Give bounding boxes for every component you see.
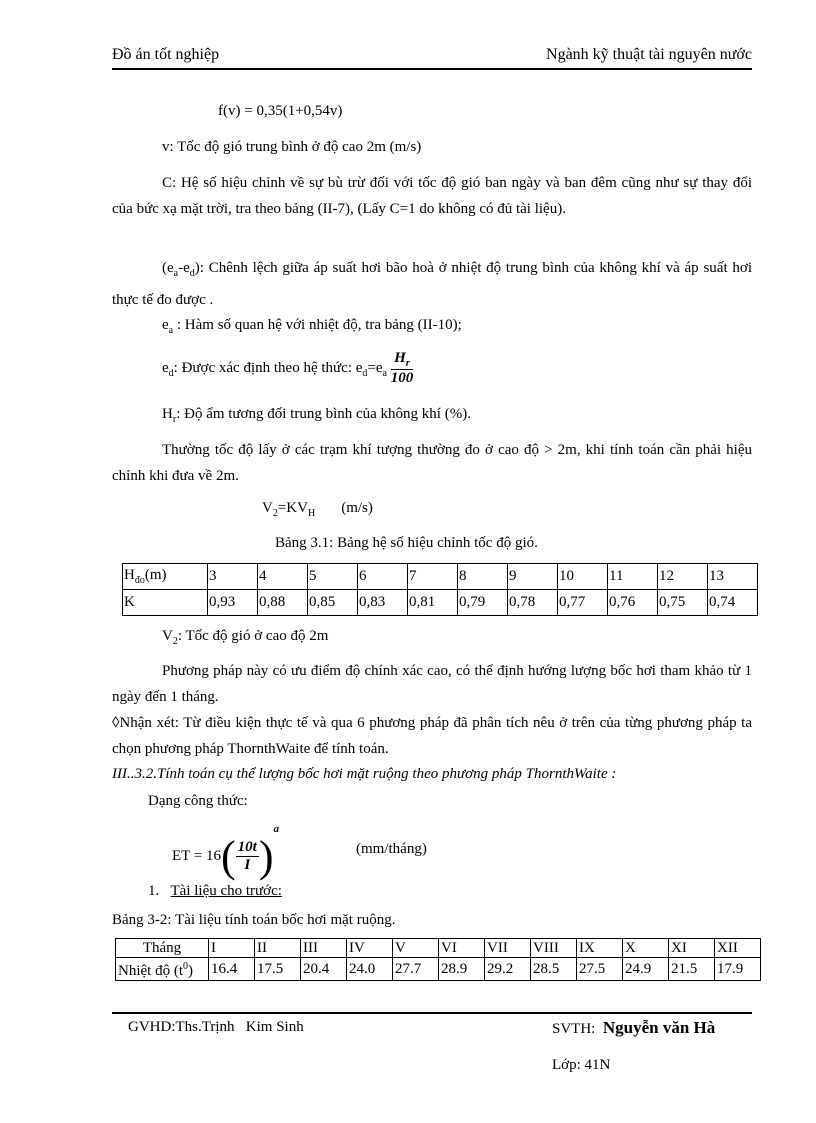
table-cell: 9 bbox=[508, 564, 558, 590]
temperature-table bbox=[115, 938, 761, 981]
table-cell: Nhiệt độ $(t^0)$ bbox=[116, 958, 209, 981]
humidity-fraction: $\frac{H_r}{100}$ bbox=[390, 350, 414, 386]
table-cell: 16.4 bbox=[209, 958, 255, 981]
table-cell: 0,85 bbox=[308, 590, 358, 616]
table-cell: 0,93 bbox=[208, 590, 258, 616]
table32-caption: Bảng 3-2: Tài liệu tính toán bốc hơi mặt ruộng. bbox=[112, 912, 396, 928]
ed-definition: $e_d$: Được xác định theo hệ thức: $e_d=e_a$ $\frac{H_r}{100}$ bbox=[162, 350, 414, 386]
table31-caption: Bảng 3.1: Bảng hệ số hiệu chỉnh tốc độ gió. bbox=[275, 535, 538, 551]
formula-intro: Dạng công thức: bbox=[148, 793, 248, 809]
table-cell: 4 bbox=[258, 564, 308, 590]
table-cell: III bbox=[301, 939, 347, 958]
ea-ed-definition: $(e_a-e_d)$: Chênh lệch giữa áp suất hơi bão hoà ở nhiệt độ trung bình của không khí và áp suất hơi thực tế đo được . bbox=[112, 260, 752, 308]
table-cell: II bbox=[255, 939, 301, 958]
table-row bbox=[116, 958, 761, 981]
table-cell: 0,81 bbox=[408, 590, 458, 616]
header-left: Đồ án tốt nghiệp bbox=[112, 46, 220, 63]
table-cell: XII bbox=[715, 939, 761, 958]
table-row bbox=[123, 564, 758, 590]
table-cell: 13 bbox=[708, 564, 758, 590]
table-row bbox=[123, 590, 758, 616]
table-cell: X bbox=[623, 939, 669, 958]
c-definition: C: Hệ số hiệu chỉnh về sự bù trừ đối với tốc độ gió ban ngày và ban đêm cũng như sự thay đổi của bức xạ mặt trời, tra theo bảng (II-7), (Lấy C=1 do không có đủ tài liệu). bbox=[112, 175, 752, 217]
v2-formula: $V_2=KV_H$ (m/s) bbox=[262, 500, 373, 519]
table-cell: VIII bbox=[531, 939, 577, 958]
table-cell: IV bbox=[347, 939, 393, 958]
header-rule bbox=[112, 68, 752, 70]
table-cell: 10 bbox=[558, 564, 608, 590]
footer-svth: SVTH: Nguyễn văn Hà bbox=[552, 1018, 716, 1037]
list-item: 1. Tài liệu cho trước: bbox=[148, 883, 282, 899]
table-cell: 27.7 bbox=[393, 958, 439, 981]
table-cell: 29.2 bbox=[485, 958, 531, 981]
remark: ◊Nhận xét: Từ điều kiện thực tế và qua 6 phương pháp đã phân tích nêu ở trên của từng phương pháp ta chọn phương pháp ThornthWaite để tính toán. bbox=[112, 715, 752, 757]
v-definition: v: Tốc độ gió trung bình ở độ cao 2m (m/s) bbox=[162, 139, 422, 155]
table-cell: 17.9 bbox=[715, 958, 761, 981]
table-cell: 5 bbox=[308, 564, 358, 590]
table-cell: 24.9 bbox=[623, 958, 669, 981]
hr-definition: $H_r$: Độ ẩm tương đối trung bình của không khí (%). bbox=[162, 406, 471, 425]
table-cell: 7 bbox=[408, 564, 458, 590]
formula-fv: f(v) = 0,35(1+0,54v) bbox=[218, 103, 343, 119]
table-cell: 24.0 bbox=[347, 958, 393, 981]
table-cell: 3 bbox=[208, 564, 258, 590]
table-cell: 20.4 bbox=[301, 958, 347, 981]
method-advantage: Phương pháp này có ưu điểm độ chính xác cao, có thể định hướng lượng bốc hơi tham khảo từ 1 ngày đến 1 tháng. bbox=[112, 663, 752, 705]
footer-class: Lớp: 41N bbox=[552, 1057, 611, 1073]
header-right: Ngành kỹ thuật tài nguyên nước bbox=[546, 46, 752, 63]
table-cell: 0,77 bbox=[558, 590, 608, 616]
table-cell: 0,76 bbox=[608, 590, 658, 616]
table-cell: 8 bbox=[458, 564, 508, 590]
table-cell: I bbox=[209, 939, 255, 958]
footer-gvhd: GVHD:Ths.Trịnh Kim Sinh bbox=[128, 1019, 304, 1035]
table-cell: XI bbox=[669, 939, 715, 958]
table-cell: VII bbox=[485, 939, 531, 958]
table-cell: 11 bbox=[608, 564, 658, 590]
measurement-note: Thường tốc độ lấy ở các trạm khí tượng thường đo ở cao độ > 2m, khi tính toán cần phải hiệu chỉnh khi đưa về 2m. bbox=[112, 442, 752, 484]
table-row bbox=[116, 939, 761, 958]
section-title: III..3.2.Tính toán cụ thể lượng bốc hơi mặt ruộng theo phương pháp ThornthWaite : bbox=[112, 766, 617, 782]
table-cell: 0,83 bbox=[358, 590, 408, 616]
table-cell: V bbox=[393, 939, 439, 958]
table-cell: Tháng bbox=[116, 939, 209, 958]
table-cell: 28.5 bbox=[531, 958, 577, 981]
footer-rule bbox=[112, 1012, 752, 1014]
table-cell: 0,88 bbox=[258, 590, 308, 616]
table-cell: 27.5 bbox=[577, 958, 623, 981]
table-cell: 0,75 bbox=[658, 590, 708, 616]
table-cell: 28.9 bbox=[439, 958, 485, 981]
table-cell: 21.5 bbox=[669, 958, 715, 981]
table-cell: 17.5 bbox=[255, 958, 301, 981]
table-cell: 0,78 bbox=[508, 590, 558, 616]
table-cell: IX bbox=[577, 939, 623, 958]
table-cell: 0,79 bbox=[458, 590, 508, 616]
table-cell: 0,74 bbox=[708, 590, 758, 616]
table-cell: VI bbox=[439, 939, 485, 958]
ea-definition: $e_a$ : Hàm số quan hệ với nhiệt độ, tra bảng (II-10); bbox=[162, 317, 462, 336]
et-fraction: $\frac{10t}{I}$ bbox=[237, 839, 257, 874]
table-cell: K bbox=[123, 590, 208, 616]
v2-definition: $V_2$: Tốc độ gió ở cao độ 2m bbox=[162, 628, 329, 647]
wind-correction-table bbox=[122, 563, 758, 616]
et-unit: (mm/tháng) bbox=[356, 841, 427, 857]
et-formula: ET = 16( $\frac{10t}{I}$ )$^a$ bbox=[172, 823, 279, 882]
table-cell: 12 bbox=[658, 564, 708, 590]
table-cell: $H_{đo}(m)$ bbox=[123, 564, 208, 590]
table-cell: 6 bbox=[358, 564, 408, 590]
